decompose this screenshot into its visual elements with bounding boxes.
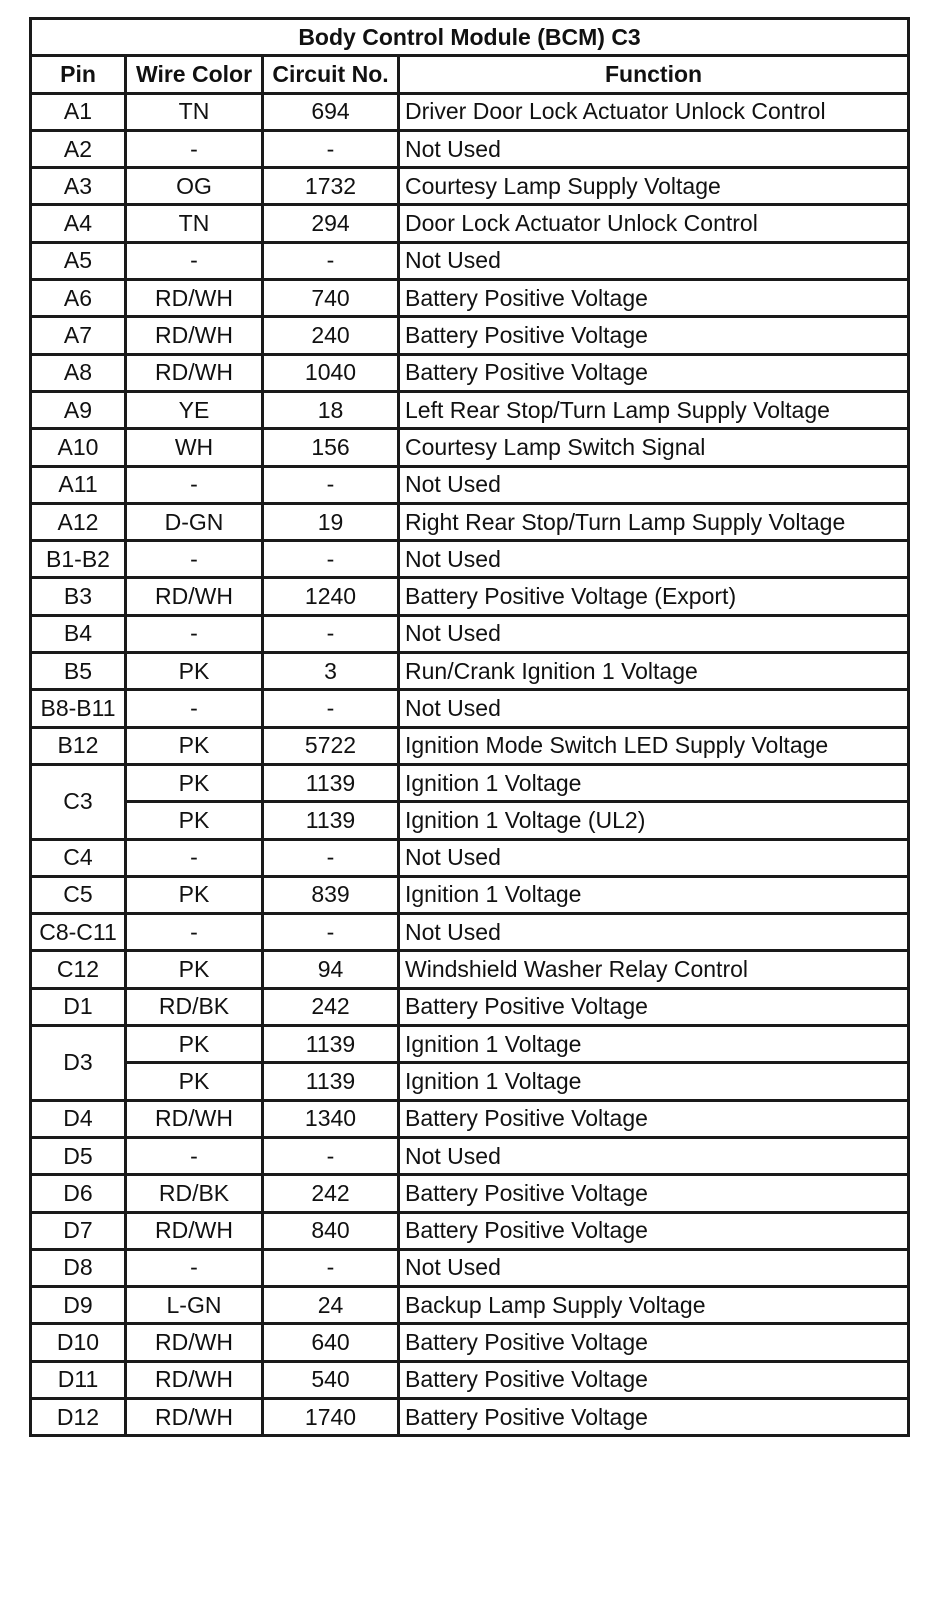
table-row — [31, 1175, 909, 1212]
wire-color-cell: - — [126, 242, 263, 279]
circuit-cell: 694 — [263, 93, 399, 130]
function-cell: Not Used — [399, 242, 909, 279]
circuit-cell: 1732 — [263, 168, 399, 205]
table-row — [31, 690, 909, 727]
function-cell: Not Used — [399, 1249, 909, 1286]
table-row — [31, 541, 909, 578]
table-body — [31, 93, 909, 1436]
circuit-cell: 5722 — [263, 727, 399, 764]
function-cell: Ignition Mode Switch LED Supply Voltage — [399, 727, 909, 764]
circuit-cell: - — [263, 466, 399, 503]
pin-cell: C5 — [31, 876, 126, 913]
wire-color-cell: - — [126, 690, 263, 727]
function-cell: Ignition 1 Voltage — [399, 1026, 909, 1063]
wire-color-cell: WH — [126, 429, 263, 466]
wire-color-cell: PK — [126, 653, 263, 690]
table-row — [31, 1100, 909, 1137]
pin-cell: A3 — [31, 168, 126, 205]
function-cell: Battery Positive Voltage — [399, 1212, 909, 1249]
table-row — [31, 205, 909, 242]
pin-cell: D9 — [31, 1287, 126, 1324]
table-row — [31, 242, 909, 279]
table-row — [31, 615, 909, 652]
table-row — [31, 951, 909, 988]
pin-cell: D12 — [31, 1398, 126, 1435]
function-cell: Battery Positive Voltage — [399, 1324, 909, 1361]
circuit-cell: 24 — [263, 1287, 399, 1324]
circuit-cell: - — [263, 242, 399, 279]
wire-color-cell: RD/WH — [126, 280, 263, 317]
table-row — [31, 727, 909, 764]
table-row — [31, 988, 909, 1025]
table-row — [31, 280, 909, 317]
function-cell: Battery Positive Voltage — [399, 1175, 909, 1212]
table-row — [31, 802, 909, 839]
pin-cell: A4 — [31, 205, 126, 242]
wire-color-cell: TN — [126, 93, 263, 130]
table-row — [31, 764, 909, 801]
wire-color-cell: PK — [126, 1026, 263, 1063]
pin-cell: A1 — [31, 93, 126, 130]
header-pin: Pin — [31, 56, 126, 93]
table-row — [31, 1026, 909, 1063]
table-row — [31, 503, 909, 540]
function-cell: Battery Positive Voltage — [399, 317, 909, 354]
circuit-cell: 540 — [263, 1361, 399, 1398]
circuit-cell: 1139 — [263, 802, 399, 839]
wire-color-cell: RD/WH — [126, 354, 263, 391]
pin-cell: D5 — [31, 1137, 126, 1174]
pin-cell: A11 — [31, 466, 126, 503]
table-row — [31, 93, 909, 130]
pin-cell: D1 — [31, 988, 126, 1025]
table-row — [31, 1361, 909, 1398]
function-cell: Battery Positive Voltage — [399, 280, 909, 317]
circuit-cell: - — [263, 130, 399, 167]
circuit-cell: 1240 — [263, 578, 399, 615]
function-cell: Battery Positive Voltage — [399, 1398, 909, 1435]
wire-color-cell: OG — [126, 168, 263, 205]
circuit-cell: - — [263, 690, 399, 727]
pin-cell: D10 — [31, 1324, 126, 1361]
wire-color-cell: RD/WH — [126, 1100, 263, 1137]
circuit-cell: 840 — [263, 1212, 399, 1249]
table-row — [31, 578, 909, 615]
pin-cell: A10 — [31, 429, 126, 466]
wire-color-cell: - — [126, 615, 263, 652]
pinout-table — [29, 17, 910, 1437]
circuit-cell: - — [263, 541, 399, 578]
function-cell: Battery Positive Voltage — [399, 354, 909, 391]
function-cell: Not Used — [399, 541, 909, 578]
function-cell: Left Rear Stop/Turn Lamp Supply Voltage — [399, 391, 909, 428]
table-row — [31, 1137, 909, 1174]
pin-cell: D8 — [31, 1249, 126, 1286]
wire-color-cell: - — [126, 839, 263, 876]
pin-cell: B5 — [31, 653, 126, 690]
circuit-cell: - — [263, 914, 399, 951]
function-cell: Courtesy Lamp Supply Voltage — [399, 168, 909, 205]
pin-cell: B4 — [31, 615, 126, 652]
function-cell: Not Used — [399, 690, 909, 727]
table-row — [31, 1063, 909, 1100]
wire-color-cell: RD/WH — [126, 578, 263, 615]
wire-color-cell: RD/WH — [126, 1212, 263, 1249]
function-cell: Windshield Washer Relay Control — [399, 951, 909, 988]
function-cell: Not Used — [399, 466, 909, 503]
table-row — [31, 168, 909, 205]
pin-cell: C12 — [31, 951, 126, 988]
function-cell: Ignition 1 Voltage (UL2) — [399, 802, 909, 839]
wire-color-cell: PK — [126, 876, 263, 913]
pin-cell: B1-B2 — [31, 541, 126, 578]
table-row — [31, 876, 909, 913]
pin-cell: C3 — [31, 764, 126, 839]
header-function: Function — [399, 56, 909, 93]
pin-cell: C8-C11 — [31, 914, 126, 951]
function-cell: Not Used — [399, 130, 909, 167]
circuit-cell: - — [263, 839, 399, 876]
circuit-cell: - — [263, 1249, 399, 1286]
table-row — [31, 466, 909, 503]
wire-color-cell: PK — [126, 1063, 263, 1100]
table-row — [31, 839, 909, 876]
header-wire-color: Wire Color — [126, 56, 263, 93]
table-row — [31, 1249, 909, 1286]
function-cell: Not Used — [399, 615, 909, 652]
table-title: Body Control Module (BCM) C3 — [31, 19, 909, 56]
function-cell: Not Used — [399, 839, 909, 876]
wire-color-cell: D-GN — [126, 503, 263, 540]
pin-cell: B12 — [31, 727, 126, 764]
circuit-cell: 1139 — [263, 764, 399, 801]
circuit-cell: 640 — [263, 1324, 399, 1361]
function-cell: Battery Positive Voltage (Export) — [399, 578, 909, 615]
circuit-cell: - — [263, 615, 399, 652]
wire-color-cell: - — [126, 914, 263, 951]
table-row — [31, 1398, 909, 1435]
wire-color-cell: RD/WH — [126, 317, 263, 354]
pin-cell: B8-B11 — [31, 690, 126, 727]
pin-cell: D6 — [31, 1175, 126, 1212]
function-cell: Driver Door Lock Actuator Unlock Control — [399, 93, 909, 130]
table-header-row — [31, 56, 909, 93]
circuit-cell: 240 — [263, 317, 399, 354]
pin-cell: A5 — [31, 242, 126, 279]
wire-color-cell: RD/BK — [126, 988, 263, 1025]
wire-color-cell: PK — [126, 727, 263, 764]
wire-color-cell: PK — [126, 802, 263, 839]
wire-color-cell: TN — [126, 205, 263, 242]
table-row — [31, 1212, 909, 1249]
table-row — [31, 354, 909, 391]
function-cell: Run/Crank Ignition 1 Voltage — [399, 653, 909, 690]
circuit-cell: 1139 — [263, 1026, 399, 1063]
function-cell: Ignition 1 Voltage — [399, 876, 909, 913]
circuit-cell: 94 — [263, 951, 399, 988]
wire-color-cell: RD/WH — [126, 1361, 263, 1398]
function-cell: Ignition 1 Voltage — [399, 1063, 909, 1100]
circuit-cell: 1139 — [263, 1063, 399, 1100]
circuit-cell: 839 — [263, 876, 399, 913]
circuit-cell: 242 — [263, 1175, 399, 1212]
table-row — [31, 317, 909, 354]
wire-color-cell: RD/BK — [126, 1175, 263, 1212]
pin-cell: A12 — [31, 503, 126, 540]
function-cell: Not Used — [399, 914, 909, 951]
table-row — [31, 391, 909, 428]
circuit-cell: 19 — [263, 503, 399, 540]
circuit-cell: 3 — [263, 653, 399, 690]
pin-cell: A8 — [31, 354, 126, 391]
wire-color-cell: RD/WH — [126, 1324, 263, 1361]
wire-color-cell: - — [126, 541, 263, 578]
header-circuit-no: Circuit No. — [263, 56, 399, 93]
function-cell: Courtesy Lamp Switch Signal — [399, 429, 909, 466]
wire-color-cell: RD/WH — [126, 1398, 263, 1435]
pin-cell: A2 — [31, 130, 126, 167]
function-cell: Battery Positive Voltage — [399, 988, 909, 1025]
circuit-cell: 1340 — [263, 1100, 399, 1137]
pin-cell: A7 — [31, 317, 126, 354]
table-row — [31, 914, 909, 951]
circuit-cell: 1740 — [263, 1398, 399, 1435]
pin-cell: D7 — [31, 1212, 126, 1249]
wire-color-cell: YE — [126, 391, 263, 428]
circuit-cell: 242 — [263, 988, 399, 1025]
table-row — [31, 1324, 909, 1361]
table-row — [31, 130, 909, 167]
circuit-cell: - — [263, 1137, 399, 1174]
pin-cell: D11 — [31, 1361, 126, 1398]
pin-cell: C4 — [31, 839, 126, 876]
table-title-row — [31, 19, 909, 56]
circuit-cell: 740 — [263, 280, 399, 317]
pin-cell: D3 — [31, 1026, 126, 1101]
function-cell: Not Used — [399, 1137, 909, 1174]
circuit-cell: 18 — [263, 391, 399, 428]
wire-color-cell: - — [126, 1137, 263, 1174]
circuit-cell: 156 — [263, 429, 399, 466]
wire-color-cell: - — [126, 466, 263, 503]
function-cell: Battery Positive Voltage — [399, 1100, 909, 1137]
function-cell: Backup Lamp Supply Voltage — [399, 1287, 909, 1324]
wire-color-cell: L-GN — [126, 1287, 263, 1324]
pin-cell: A6 — [31, 280, 126, 317]
wire-color-cell: PK — [126, 764, 263, 801]
circuit-cell: 294 — [263, 205, 399, 242]
table-row — [31, 429, 909, 466]
function-cell: Door Lock Actuator Unlock Control — [399, 205, 909, 242]
function-cell: Right Rear Stop/Turn Lamp Supply Voltage — [399, 503, 909, 540]
wire-color-cell: - — [126, 1249, 263, 1286]
pin-cell: A9 — [31, 391, 126, 428]
circuit-cell: 1040 — [263, 354, 399, 391]
table-row — [31, 1287, 909, 1324]
wire-color-cell: - — [126, 130, 263, 167]
wire-color-cell: PK — [126, 951, 263, 988]
table-row — [31, 653, 909, 690]
pin-cell: D4 — [31, 1100, 126, 1137]
function-cell: Ignition 1 Voltage — [399, 764, 909, 801]
pin-cell: B3 — [31, 578, 126, 615]
function-cell: Battery Positive Voltage — [399, 1361, 909, 1398]
